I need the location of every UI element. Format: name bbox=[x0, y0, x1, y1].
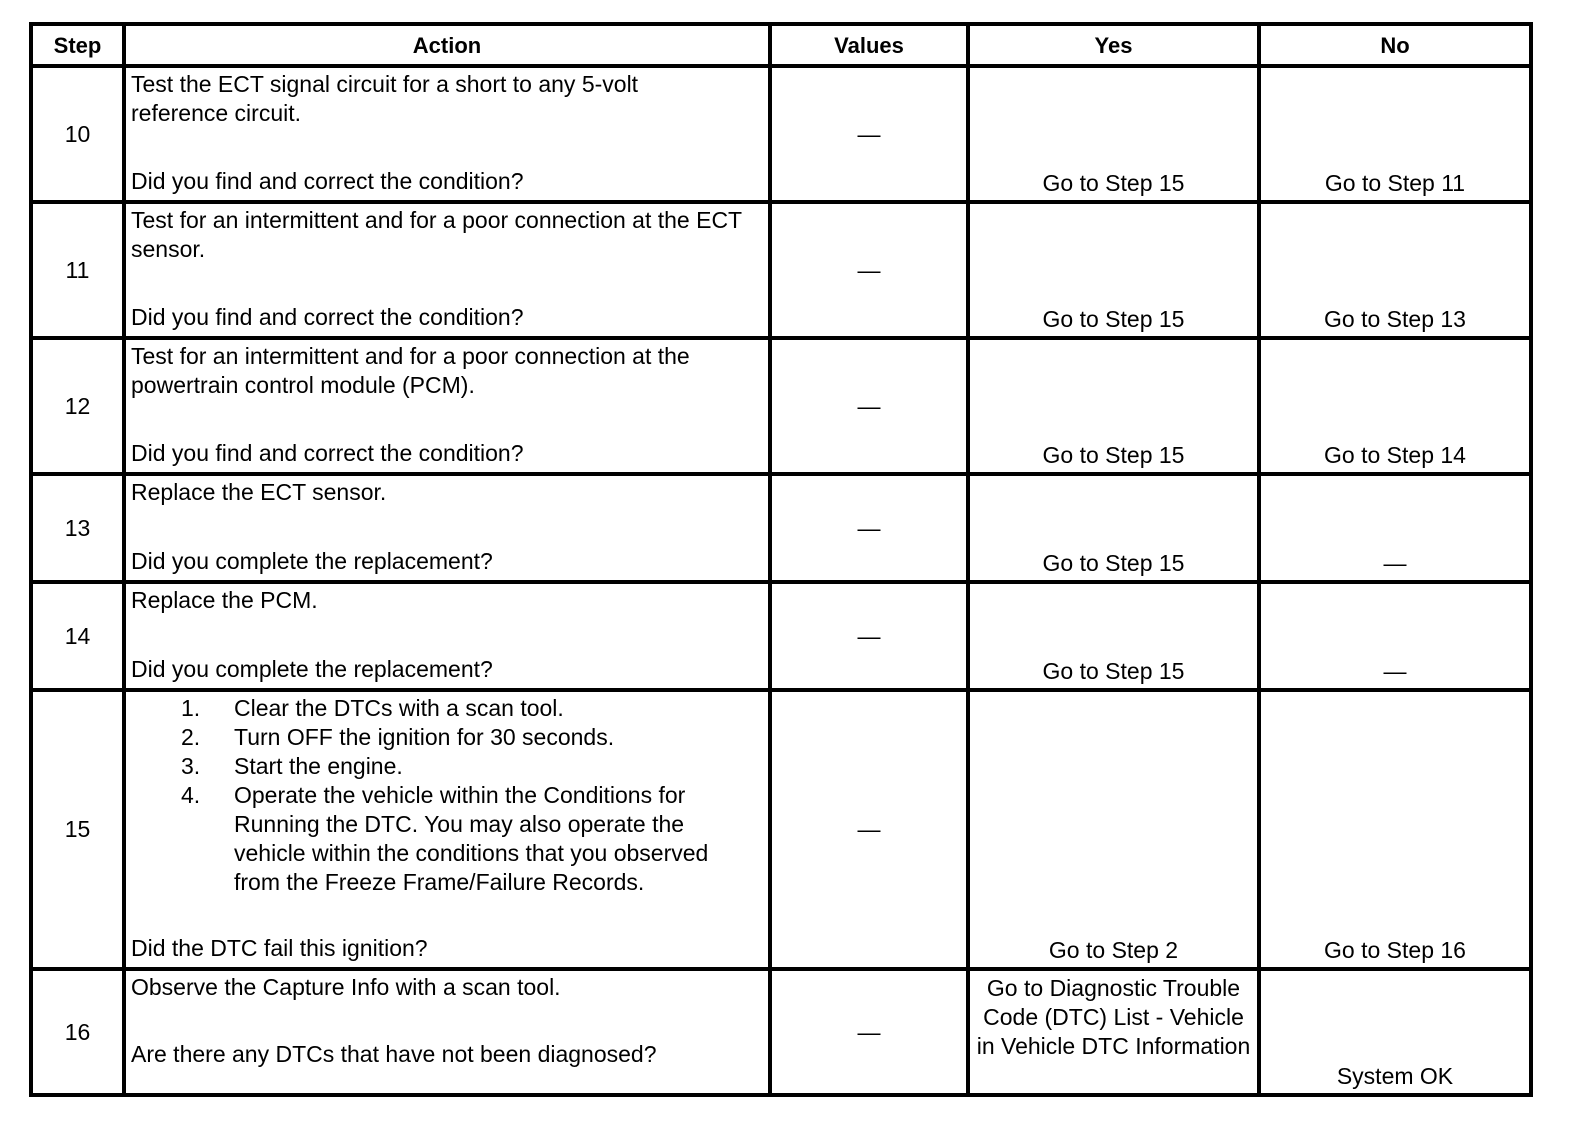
list-item: 3. Start the engine. bbox=[181, 753, 403, 779]
yes-cell: Go to Step 15 bbox=[968, 338, 1259, 474]
action-text: Test the ECT signal circuit for a short to any 5-volt reference circuit. bbox=[131, 71, 639, 126]
header-step: Step bbox=[31, 24, 124, 66]
values-cell: — bbox=[770, 338, 968, 474]
action-text: Test for an intermittent and for a poor connection at the ECT sensor. bbox=[131, 207, 742, 262]
step-number: 16 bbox=[31, 969, 124, 1095]
header-no: No bbox=[1259, 24, 1531, 66]
header-values: Values bbox=[770, 24, 968, 66]
step-number: 12 bbox=[31, 338, 124, 474]
no-cell: Go to Step 16 bbox=[1259, 690, 1531, 969]
action-cell bbox=[124, 338, 770, 474]
action-cell bbox=[124, 474, 770, 582]
action-question: Did you complete the replacement? bbox=[131, 548, 493, 574]
list-item: 2. Turn OFF the ignition for 30 seconds. bbox=[181, 724, 615, 750]
values-cell: — bbox=[770, 582, 968, 690]
table-row bbox=[31, 202, 1531, 338]
table-row bbox=[31, 690, 1531, 969]
yes-cell: Go to Step 15 bbox=[968, 474, 1259, 582]
action-cell bbox=[124, 66, 770, 202]
step-number: 11 bbox=[31, 202, 124, 338]
no-cell: Go to Step 14 bbox=[1259, 338, 1531, 474]
list-item: 1. Clear the DTCs with a scan tool. bbox=[181, 695, 564, 721]
action-cell bbox=[124, 202, 770, 338]
action-text: Replace the ECT sensor. bbox=[131, 479, 387, 505]
values-cell: — bbox=[770, 474, 968, 582]
yes-cell: Go to Step 2 bbox=[968, 690, 1259, 969]
action-question: Did you find and correct the condition? bbox=[131, 168, 524, 194]
values-cell: — bbox=[770, 202, 968, 338]
yes-cell: Go to Step 15 bbox=[968, 582, 1259, 690]
action-cell bbox=[124, 969, 770, 1095]
yes-cell: Go to Diagnostic Trouble Code (DTC) List - Vehicle in Vehicle DTC Information bbox=[968, 969, 1259, 1095]
header-yes: Yes bbox=[968, 24, 1259, 66]
action-text: Replace the PCM. bbox=[131, 587, 318, 613]
action-cell bbox=[124, 690, 770, 969]
yes-cell: Go to Step 15 bbox=[968, 66, 1259, 202]
action-question: Did you complete the replacement? bbox=[131, 656, 493, 682]
numbered-list bbox=[131, 694, 762, 897]
table-row bbox=[31, 338, 1531, 474]
action-question: Did you find and correct the condition? bbox=[131, 304, 524, 330]
header-row bbox=[31, 24, 1531, 66]
values-cell: — bbox=[770, 690, 968, 969]
no-cell: Go to Step 13 bbox=[1259, 202, 1531, 338]
action-text: Observe the Capture Info with a scan tool. bbox=[131, 974, 561, 1000]
step-number: 15 bbox=[31, 690, 124, 969]
action-cell bbox=[124, 582, 770, 690]
header-action: Action bbox=[124, 24, 770, 66]
no-cell: Go to Step 11 bbox=[1259, 66, 1531, 202]
no-cell: — bbox=[1259, 474, 1531, 582]
action-question: Did the DTC fail this ignition? bbox=[131, 935, 428, 961]
list-item: 4. Operate the vehicle within the Conditions for Running the DTC. You may also operate the vehicle within the conditions that you observed from the Freeze Frame/Failure Records. bbox=[181, 782, 709, 895]
no-cell: System OK bbox=[1259, 969, 1531, 1095]
step-number: 10 bbox=[31, 66, 124, 202]
step-number: 14 bbox=[31, 582, 124, 690]
action-question: Are there any DTCs that have not been diagnosed? bbox=[131, 1041, 657, 1067]
table-row bbox=[31, 969, 1531, 1095]
step-number: 13 bbox=[31, 474, 124, 582]
diagnostic-table bbox=[29, 22, 1533, 1097]
values-cell: — bbox=[770, 969, 968, 1095]
values-cell: — bbox=[770, 66, 968, 202]
table-row bbox=[31, 66, 1531, 202]
table-row bbox=[31, 474, 1531, 582]
yes-cell: Go to Step 15 bbox=[968, 202, 1259, 338]
table-row bbox=[31, 582, 1531, 690]
action-text: Test for an intermittent and for a poor connection at the powertrain control module (PCM). bbox=[131, 343, 690, 398]
no-cell: — bbox=[1259, 582, 1531, 690]
action-question: Did you find and correct the condition? bbox=[131, 440, 524, 466]
